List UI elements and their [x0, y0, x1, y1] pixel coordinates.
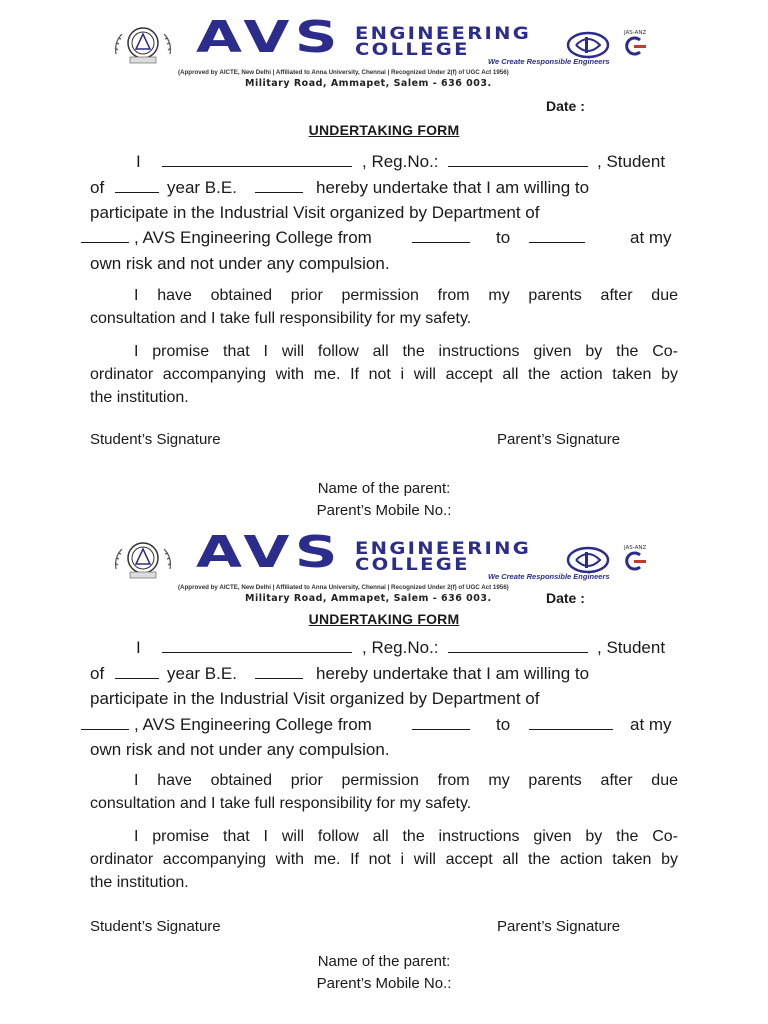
college-tagline: We Create Responsible Engineers	[488, 572, 610, 581]
text-college-from: , AVS Engineering College from	[134, 228, 372, 247]
parent-name-label: Name of the parent:	[317, 953, 451, 970]
text-year-be: year B.E.	[167, 664, 237, 683]
from-date-blank[interactable]	[412, 228, 470, 243]
promise-line-3: the institution.	[90, 389, 189, 406]
brand-engineering: ENGINEERING	[355, 24, 532, 44]
college-tagline: We Create Responsible Engineers	[488, 57, 610, 66]
text-year-be: year B.E.	[167, 178, 237, 197]
promise-line-1: I promise that I will follow all the instructions given by the Co-	[134, 828, 678, 845]
approval-line: (Approved by AICTE, New Delhi | Affiliated to Anna University, Chennai | Recognized Under 2(f) of UGC Act 1956)	[178, 69, 509, 76]
brand-avs: AVS	[196, 527, 343, 578]
college-address: Military Road, Ammapet, Salem - 636 003.	[245, 593, 492, 604]
college-address: Military Road, Ammapet, Salem - 636 003.	[245, 78, 492, 89]
line-dates	[90, 228, 678, 250]
brand-engineering: ENGINEERING	[355, 539, 532, 559]
text-own-risk: own risk and not under any compulsion.	[90, 740, 390, 759]
to-date-blank[interactable]	[529, 715, 613, 730]
line-participate	[90, 203, 678, 225]
reg-no-blank[interactable]	[448, 152, 588, 167]
permission-line-2: consultation and I take full responsibility for my safety.	[90, 795, 472, 812]
college-letterhead	[112, 12, 692, 92]
reg-no-blank[interactable]	[448, 638, 588, 653]
parent-name-label: Name of the parent:	[317, 480, 451, 497]
line-dates	[90, 715, 678, 737]
line-name-reg	[90, 152, 678, 174]
line-own-risk	[90, 740, 678, 762]
paragraph-promise	[90, 340, 678, 409]
form-title: UNDERTAKING FORM	[308, 122, 460, 138]
promise-line-3: the institution.	[90, 874, 189, 891]
date-label: Date :	[546, 590, 585, 606]
text-own-risk: own risk and not under any compulsion.	[90, 254, 390, 273]
college-seal-icon	[112, 24, 174, 64]
text-participate: participate in the Industrial Visit organized by Department of	[90, 203, 540, 222]
text-of: of	[90, 664, 105, 683]
year-blank[interactable]	[115, 178, 159, 193]
text-i: I	[136, 638, 141, 657]
branch-blank[interactable]	[255, 178, 303, 193]
parent-mobile-label: Parent’s Mobile No.:	[316, 502, 452, 519]
text-student: , Student	[597, 638, 666, 657]
brand-college: COLLEGE	[355, 555, 470, 575]
text-student: , Student	[597, 152, 666, 171]
approval-line: (Approved by AICTE, New Delhi | Affiliated to Anna University, Chennai | Recognized Under 2(f) of UGC Act 1956)	[178, 584, 509, 591]
name-blank[interactable]	[162, 638, 352, 653]
student-signature-label: Student’s Signature	[90, 918, 221, 935]
promise-line-1: I promise that I will follow all the instructions given by the Co-	[134, 343, 678, 360]
year-blank[interactable]	[115, 664, 159, 679]
promise-line-2: ordinator accompanying with me. If not i will accept all the action taken by	[90, 851, 678, 868]
text-to: to	[496, 715, 511, 734]
student-signature-label: Student’s Signature	[90, 431, 221, 448]
cert-badge-text: JAS-ANZ	[624, 30, 647, 36]
cert-badge-text: JAS-ANZ	[624, 545, 647, 551]
paragraph-promise	[90, 825, 678, 894]
parent-mobile-label: Parent’s Mobile No.:	[316, 975, 452, 992]
permission-line-1: I have obtained prior permission from my parents after due	[134, 772, 678, 789]
brand-avs: AVS	[196, 12, 343, 63]
line-year	[90, 664, 678, 686]
permission-line-2: consultation and I take full responsibility for my safety.	[90, 310, 472, 327]
text-of: of	[90, 178, 105, 197]
permission-line-1: I have obtained prior permission from my parents after due	[134, 287, 678, 304]
text-reg: , Reg.No.:	[362, 638, 439, 657]
text-undertake: hereby undertake that I am willing to	[316, 664, 590, 683]
parent-signature-label: Parent’s Signature	[497, 918, 621, 935]
text-college-from: , AVS Engineering College from	[134, 715, 372, 734]
line-name-reg	[90, 638, 678, 660]
from-date-blank[interactable]	[412, 715, 470, 730]
parent-signature-label: Parent’s Signature	[497, 431, 621, 448]
to-date-blank[interactable]	[529, 228, 585, 243]
parent-details	[0, 951, 768, 995]
text-i: I	[136, 152, 141, 171]
text-participate: participate in the Industrial Visit organized by Department of	[90, 689, 540, 708]
text-at-my: at my	[630, 715, 672, 734]
text-to: to	[496, 228, 511, 247]
date-label: Date :	[546, 98, 585, 114]
paragraph-permission	[90, 284, 678, 330]
department-blank[interactable]	[81, 715, 129, 730]
department-blank[interactable]	[81, 228, 129, 243]
college-letterhead	[112, 527, 692, 607]
undertaking-form-2	[0, 485, 768, 992]
paragraph-permission	[90, 769, 678, 815]
name-blank[interactable]	[162, 152, 352, 167]
brand-college: COLLEGE	[355, 40, 470, 60]
branch-blank[interactable]	[255, 664, 303, 679]
text-undertake: hereby undertake that I am willing to	[316, 178, 590, 197]
college-seal-icon	[112, 539, 174, 579]
promise-line-2: ordinator accompanying with me. If not i will accept all the action taken by	[90, 366, 678, 383]
line-own-risk	[90, 254, 678, 276]
form-title: UNDERTAKING FORM	[308, 611, 460, 627]
line-year	[90, 178, 678, 200]
text-at-my: at my	[630, 228, 672, 247]
text-reg: , Reg.No.:	[362, 152, 439, 171]
line-participate	[90, 689, 678, 711]
